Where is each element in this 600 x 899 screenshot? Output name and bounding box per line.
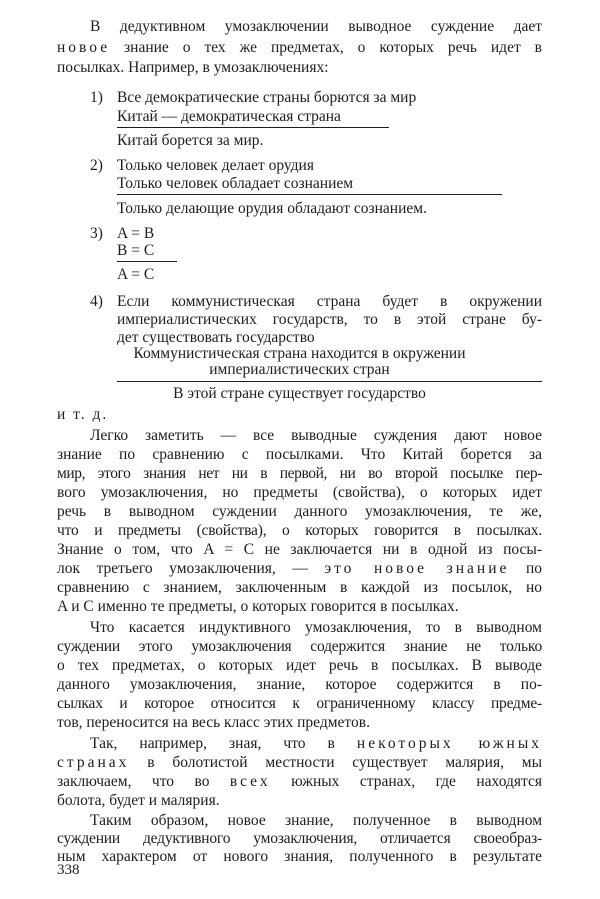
example-4-premise-1-end: дет существовать государство bbox=[117, 329, 315, 347]
example-4-rule bbox=[117, 381, 542, 382]
example-par-line-3-rest: южных странах, где находятся bbox=[291, 772, 542, 790]
example-par-line-3-start: заключаем, что во bbox=[57, 772, 210, 790]
intro-line-1: В дедуктивном умозаключении выводное суждение дает bbox=[90, 18, 542, 36]
inductive-line-2: суждении этого умозаключения содержится знание не только bbox=[57, 637, 542, 655]
inductive-line-3: о тех предметах, о которых идет речь в посылках. В выводе bbox=[57, 656, 542, 674]
example-4-number: 4) bbox=[90, 292, 103, 310]
deductive-line-10: A и C именно те предметы, о которых говорится в посылках. bbox=[57, 598, 459, 616]
example-4-premise-1: Если коммунистическая страна будет в окружении bbox=[117, 292, 542, 310]
deductive-line-8-start: лок третьего умозаключения, — bbox=[57, 559, 308, 577]
example-1-premise-2: Китай — демократическая страна bbox=[117, 107, 341, 125]
intro-spaced-word: новое bbox=[57, 39, 111, 57]
example-1-premise-1: Все демократические страны борются за мир bbox=[117, 89, 417, 107]
example-4-conclusion: В этой стране существует государство bbox=[173, 385, 426, 403]
example-1-conclusion: Китай борется за мир. bbox=[117, 132, 264, 150]
example-3-premise-1: A = B bbox=[117, 225, 155, 243]
example-par-spaced-2: странах bbox=[57, 753, 130, 771]
example-1-rule bbox=[117, 127, 389, 128]
deductive-line-1: Легко заметить — все выводные суждения дают новое bbox=[90, 426, 542, 444]
deductive-line-4: вого умозаключения, но предметы (свойства), о которых идет bbox=[57, 483, 542, 501]
example-par-line-2-rest: в болотистой местности существует малярия, мы bbox=[147, 753, 542, 771]
intro-line-2 bbox=[57, 38, 542, 57]
page-number: 338 bbox=[57, 862, 80, 878]
example-3-rule bbox=[117, 261, 177, 262]
deductive-line-6: что и предметы (свойства), о которых говорится в посылках. bbox=[57, 521, 542, 539]
deductive-line-7: Знание о том, что A = C не заключается ни в одной из посы- bbox=[57, 540, 542, 558]
example-2-premise-2: Только человек обладает сознанием bbox=[117, 175, 354, 193]
example-2-rule bbox=[117, 194, 502, 195]
final-line-3: ным характером от нового знания, полученного в результате bbox=[57, 848, 542, 865]
inductive-line-1: Что касается индуктивного умозаключения, то в выводном bbox=[90, 618, 542, 636]
example-3-premise-2: B = C bbox=[117, 241, 155, 259]
inductive-line-5: сылках и которое относится к ограниченному классу предме- bbox=[57, 694, 542, 712]
example-par-line-1-start: Так, например, зная, что в bbox=[90, 734, 335, 752]
example-1-number: 1) bbox=[90, 89, 103, 107]
example-2-number: 2) bbox=[90, 156, 103, 174]
final-line-2: суждении дедуктивного умозаключения, отличается своеобраз- bbox=[57, 829, 542, 847]
deductive-line-5: речь в выводном суждении данного умозаключения, те же, bbox=[57, 502, 542, 520]
etc-text: и т. д. bbox=[57, 406, 109, 423]
example-4-premise-2-cont: империалистических стран bbox=[209, 361, 390, 379]
example-par-line-1 bbox=[90, 734, 542, 753]
example-4-premise-2: Коммунистическая страна находится в окружении bbox=[133, 345, 466, 363]
example-par-spaced-1: некоторых южных bbox=[356, 734, 543, 752]
intro-line-3: посылках. Например, в умозаключениях: bbox=[57, 59, 329, 77]
deductive-line-9: сравнению с знанием, заключенным в каждой из посылок, но bbox=[57, 579, 542, 596]
deductive-line-8-end: по bbox=[525, 559, 542, 577]
deductive-line-2: знание по сравнению с посылками. Что Китай борется за bbox=[57, 445, 542, 463]
example-2-premise-1: Только человек делает орудия bbox=[117, 156, 314, 174]
deductive-line-3: мир, этого знания нет ни в первой, ни во второй посылке пер- bbox=[57, 464, 542, 482]
example-par-spaced-3: всех bbox=[229, 772, 271, 790]
deductive-spaced-phrase: это новое знание bbox=[324, 559, 510, 577]
intro-line-2-rest: знание о тех же предметах, о которых речь идет в bbox=[124, 39, 542, 57]
final-line-1: Таким образом, новое знание, полученное в выводном bbox=[90, 811, 542, 829]
example-par-line-2 bbox=[57, 753, 542, 772]
example-4-premise-1-cont: империалистических государств, то в этой стране бу- bbox=[117, 310, 542, 328]
inductive-line-4: данного умозаключения, знание, которое содержится в по- bbox=[57, 675, 542, 693]
example-2-conclusion: Только делающие орудия обладают сознанием. bbox=[117, 199, 427, 217]
inductive-line-6: тов, переносится на весь класс этих предметов. bbox=[57, 713, 370, 731]
example-par-line-3 bbox=[57, 772, 542, 791]
example-3-conclusion: A = C bbox=[117, 266, 155, 284]
example-3-number: 3) bbox=[90, 225, 103, 243]
deductive-line-8 bbox=[57, 559, 542, 578]
example-par-line-4: болота, будет и малярия. bbox=[57, 791, 220, 809]
